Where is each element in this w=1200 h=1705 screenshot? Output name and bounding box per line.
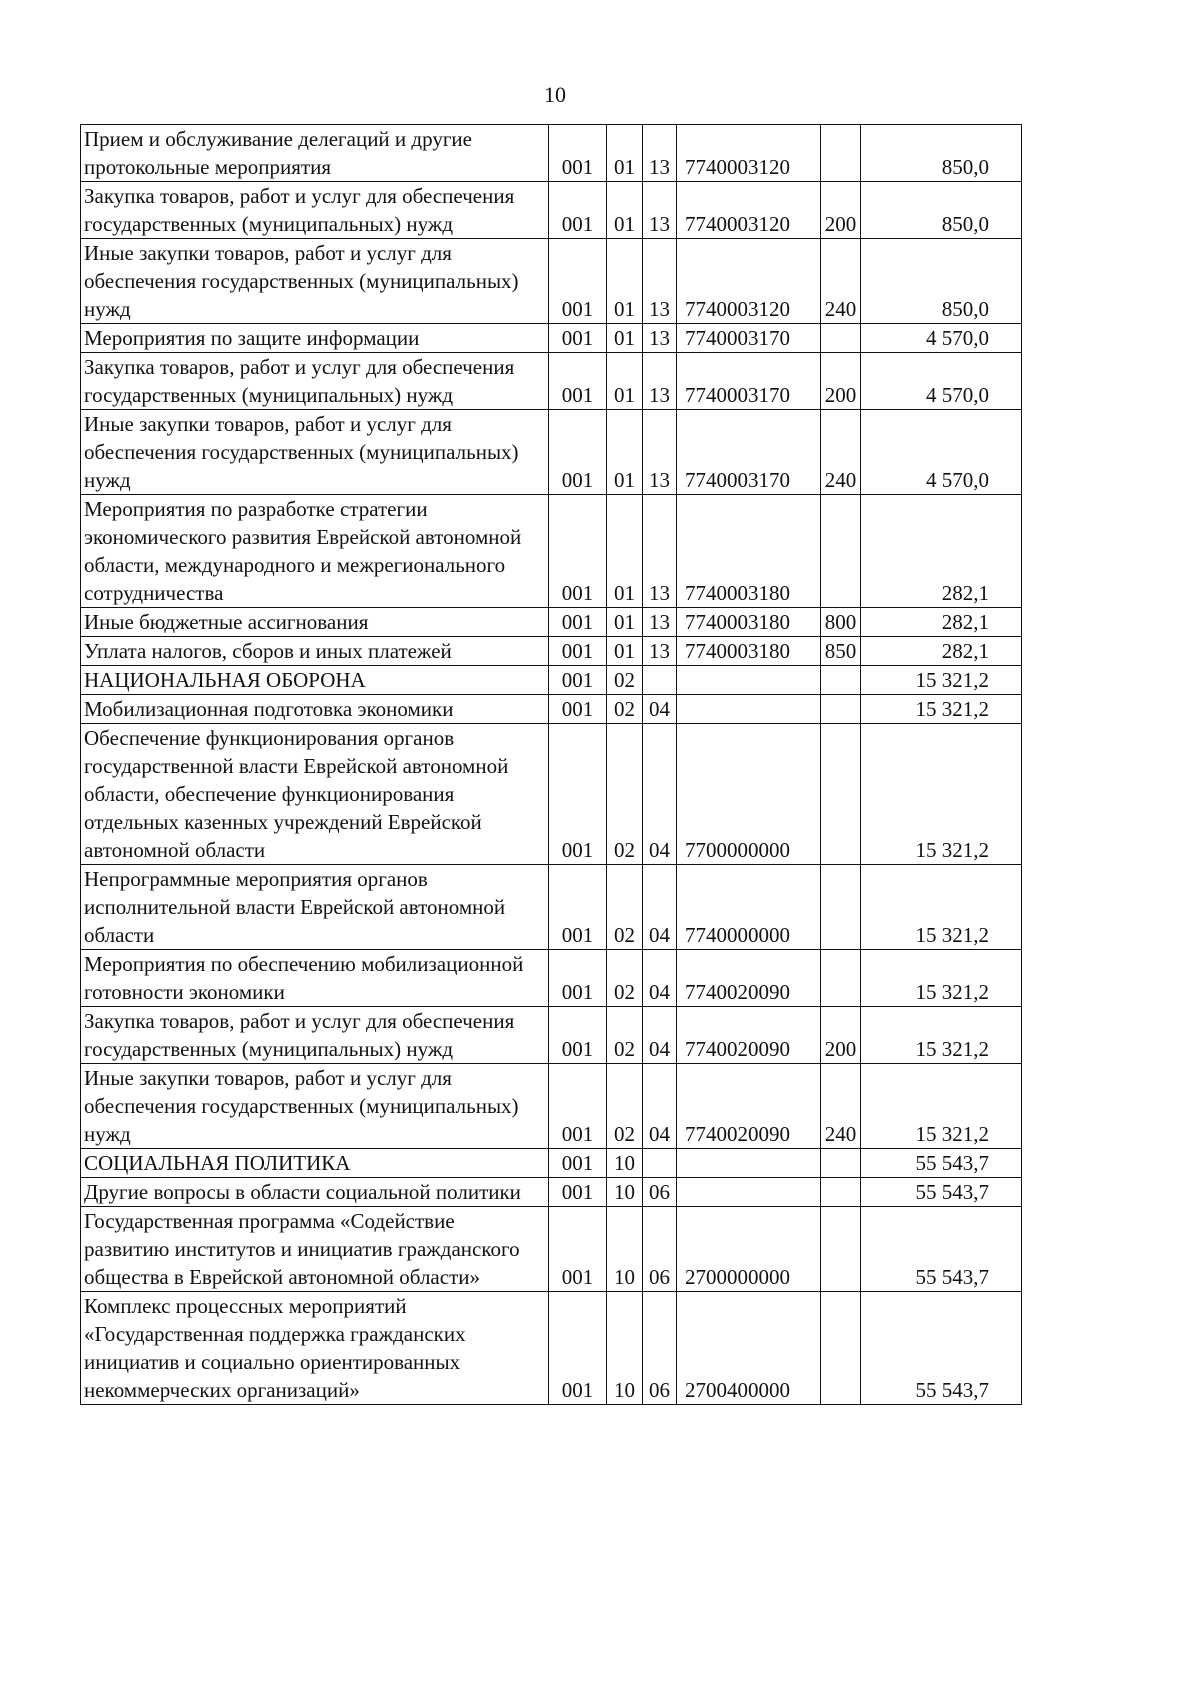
table-row bbox=[81, 324, 1022, 353]
row-name-cell: Иные закупки товаров, работ и услуг для обеспечения государственных (муниципальных) нужд bbox=[81, 1064, 549, 1149]
row-subsection-code-cell: 06 bbox=[643, 1207, 677, 1292]
row-target-article-cell bbox=[677, 666, 821, 695]
row-section-code-cell: 01 bbox=[607, 353, 643, 410]
row-subsection-code-cell: 13 bbox=[643, 239, 677, 324]
row-subsection-code-cell: 06 bbox=[643, 1178, 677, 1207]
row-amount-cell: 15 321,2 bbox=[861, 1064, 1022, 1149]
row-expense-type-cell bbox=[821, 1207, 861, 1292]
row-expense-type-cell bbox=[821, 125, 861, 182]
table-row bbox=[81, 1207, 1022, 1292]
row-target-article-cell bbox=[677, 1149, 821, 1178]
row-amount-cell: 282,1 bbox=[861, 608, 1022, 637]
row-subsection-code-cell: 04 bbox=[643, 1064, 677, 1149]
row-target-article-cell bbox=[677, 695, 821, 724]
row-target-article-cell: 2700000000 bbox=[677, 1207, 821, 1292]
row-subsection-code-cell bbox=[643, 666, 677, 695]
row-section-code-cell: 01 bbox=[607, 239, 643, 324]
table-row bbox=[81, 1178, 1022, 1207]
row-section-code-cell: 01 bbox=[607, 410, 643, 495]
row-subsection-code-cell: 13 bbox=[643, 637, 677, 666]
row-target-article-cell: 7740003170 bbox=[677, 410, 821, 495]
row-section-code-cell: 01 bbox=[607, 324, 643, 353]
row-name-cell: НАЦИОНАЛЬНАЯ ОБОРОНА bbox=[81, 666, 549, 695]
row-grbs-code-cell: 001 bbox=[549, 1007, 607, 1064]
row-subsection-code-cell: 13 bbox=[643, 125, 677, 182]
row-target-article-cell: 2700400000 bbox=[677, 1292, 821, 1405]
table-row bbox=[81, 410, 1022, 495]
row-target-article-cell: 7740003180 bbox=[677, 637, 821, 666]
row-subsection-code-cell: 04 bbox=[643, 1007, 677, 1064]
row-grbs-code-cell: 001 bbox=[549, 1292, 607, 1405]
row-amount-cell: 15 321,2 bbox=[861, 724, 1022, 865]
row-target-article-cell: 7740020090 bbox=[677, 1007, 821, 1064]
row-name-cell: Закупка товаров, работ и услуг для обеспечения государственных (муниципальных) нужд bbox=[81, 182, 549, 239]
row-section-code-cell: 10 bbox=[607, 1178, 643, 1207]
row-amount-cell: 850,0 bbox=[861, 125, 1022, 182]
row-section-code-cell: 02 bbox=[607, 695, 643, 724]
table-row bbox=[81, 637, 1022, 666]
row-expense-type-cell bbox=[821, 695, 861, 724]
row-target-article-cell: 7740003120 bbox=[677, 125, 821, 182]
row-name-cell: Иные закупки товаров, работ и услуг для обеспечения государственных (муниципальных) нужд bbox=[81, 239, 549, 324]
row-expense-type-cell: 800 bbox=[821, 608, 861, 637]
row-amount-cell: 15 321,2 bbox=[861, 695, 1022, 724]
table-row bbox=[81, 182, 1022, 239]
row-grbs-code-cell: 001 bbox=[549, 1207, 607, 1292]
row-target-article-cell: 7740003170 bbox=[677, 324, 821, 353]
row-grbs-code-cell: 001 bbox=[549, 666, 607, 695]
row-section-code-cell: 02 bbox=[607, 1007, 643, 1064]
row-target-article-cell: 7740020090 bbox=[677, 950, 821, 1007]
row-name-cell: Мероприятия по разработке стратегии экономического развития Еврейской автономной области, международного и межрегионального сотрудничества bbox=[81, 495, 549, 608]
table-row bbox=[81, 865, 1022, 950]
row-target-article-cell: 7740020090 bbox=[677, 1064, 821, 1149]
row-expense-type-cell bbox=[821, 950, 861, 1007]
row-target-article-cell: 7740003120 bbox=[677, 182, 821, 239]
row-section-code-cell: 10 bbox=[607, 1207, 643, 1292]
row-target-article-cell: 7740003170 bbox=[677, 353, 821, 410]
row-section-code-cell: 01 bbox=[607, 608, 643, 637]
row-expense-type-cell bbox=[821, 324, 861, 353]
row-amount-cell: 4 570,0 bbox=[861, 324, 1022, 353]
row-expense-type-cell bbox=[821, 666, 861, 695]
row-amount-cell: 15 321,2 bbox=[861, 1007, 1022, 1064]
row-section-code-cell: 10 bbox=[607, 1149, 643, 1178]
row-section-code-cell: 01 bbox=[607, 495, 643, 608]
row-subsection-code-cell bbox=[643, 1149, 677, 1178]
row-amount-cell: 850,0 bbox=[861, 239, 1022, 324]
row-expense-type-cell: 200 bbox=[821, 182, 861, 239]
row-grbs-code-cell: 001 bbox=[549, 1178, 607, 1207]
budget-table bbox=[80, 124, 1022, 1405]
row-amount-cell: 55 543,7 bbox=[861, 1292, 1022, 1405]
row-expense-type-cell: 240 bbox=[821, 1064, 861, 1149]
table-row bbox=[81, 239, 1022, 324]
row-expense-type-cell bbox=[821, 724, 861, 865]
row-subsection-code-cell: 04 bbox=[643, 865, 677, 950]
table-row bbox=[81, 1149, 1022, 1178]
table-row bbox=[81, 724, 1022, 865]
row-amount-cell: 4 570,0 bbox=[861, 353, 1022, 410]
row-grbs-code-cell: 001 bbox=[549, 182, 607, 239]
table-row bbox=[81, 1064, 1022, 1149]
row-section-code-cell: 01 bbox=[607, 182, 643, 239]
row-name-cell: Прием и обслуживание делегаций и другие протокольные мероприятия bbox=[81, 125, 549, 182]
budget-table-body bbox=[81, 125, 1022, 1405]
row-grbs-code-cell: 001 bbox=[549, 1064, 607, 1149]
row-section-code-cell: 02 bbox=[607, 1064, 643, 1149]
row-section-code-cell: 01 bbox=[607, 125, 643, 182]
table-row bbox=[81, 1007, 1022, 1064]
row-name-cell: Комплекс процессных мероприятий «Государственная поддержка гражданских инициатив и социально ориентированных некоммерческих организаций» bbox=[81, 1292, 549, 1405]
row-name-cell: Иные бюджетные ассигнования bbox=[81, 608, 549, 637]
row-name-cell: СОЦИАЛЬНАЯ ПОЛИТИКА bbox=[81, 1149, 549, 1178]
row-amount-cell: 850,0 bbox=[861, 182, 1022, 239]
row-subsection-code-cell: 04 bbox=[643, 724, 677, 865]
row-amount-cell: 55 543,7 bbox=[861, 1207, 1022, 1292]
row-target-article-cell: 7740003120 bbox=[677, 239, 821, 324]
row-name-cell: Уплата налогов, сборов и иных платежей bbox=[81, 637, 549, 666]
row-grbs-code-cell: 001 bbox=[549, 324, 607, 353]
table-row bbox=[81, 695, 1022, 724]
row-target-article-cell: 7700000000 bbox=[677, 724, 821, 865]
table-row bbox=[81, 608, 1022, 637]
row-subsection-code-cell: 13 bbox=[643, 608, 677, 637]
row-amount-cell: 55 543,7 bbox=[861, 1178, 1022, 1207]
row-expense-type-cell: 850 bbox=[821, 637, 861, 666]
row-subsection-code-cell: 13 bbox=[643, 410, 677, 495]
table-row bbox=[81, 666, 1022, 695]
row-name-cell: Мероприятия по защите информации bbox=[81, 324, 549, 353]
table-row bbox=[81, 495, 1022, 608]
row-amount-cell: 4 570,0 bbox=[861, 410, 1022, 495]
row-grbs-code-cell: 001 bbox=[549, 695, 607, 724]
row-section-code-cell: 02 bbox=[607, 724, 643, 865]
row-section-code-cell: 01 bbox=[607, 637, 643, 666]
table-row bbox=[81, 125, 1022, 182]
table-row bbox=[81, 353, 1022, 410]
row-name-cell: Непрограммные мероприятия органов исполнительной власти Еврейской автономной области bbox=[81, 865, 549, 950]
row-name-cell: Обеспечение функционирования органов государственной власти Еврейской автономной области, обеспечение функционирования отдельных казенных учреждений Еврейской автономной области bbox=[81, 724, 549, 865]
row-expense-type-cell bbox=[821, 1292, 861, 1405]
row-expense-type-cell bbox=[821, 1178, 861, 1207]
row-grbs-code-cell: 001 bbox=[549, 353, 607, 410]
row-expense-type-cell: 200 bbox=[821, 353, 861, 410]
row-grbs-code-cell: 001 bbox=[549, 724, 607, 865]
row-amount-cell: 15 321,2 bbox=[861, 950, 1022, 1007]
row-name-cell: Другие вопросы в области социальной политики bbox=[81, 1178, 549, 1207]
row-grbs-code-cell: 001 bbox=[549, 495, 607, 608]
row-name-cell: Закупка товаров, работ и услуг для обеспечения государственных (муниципальных) нужд bbox=[81, 353, 549, 410]
row-name-cell: Иные закупки товаров, работ и услуг для обеспечения государственных (муниципальных) нужд bbox=[81, 410, 549, 495]
row-target-article-cell: 7740000000 bbox=[677, 865, 821, 950]
row-expense-type-cell bbox=[821, 1149, 861, 1178]
row-name-cell: Закупка товаров, работ и услуг для обеспечения государственных (муниципальных) нужд bbox=[81, 1007, 549, 1064]
row-expense-type-cell: 200 bbox=[821, 1007, 861, 1064]
row-grbs-code-cell: 001 bbox=[549, 1149, 607, 1178]
row-expense-type-cell: 240 bbox=[821, 239, 861, 324]
row-amount-cell: 55 543,7 bbox=[861, 1149, 1022, 1178]
row-grbs-code-cell: 001 bbox=[549, 950, 607, 1007]
row-section-code-cell: 10 bbox=[607, 1292, 643, 1405]
row-subsection-code-cell: 13 bbox=[643, 495, 677, 608]
row-subsection-code-cell: 13 bbox=[643, 182, 677, 239]
row-target-article-cell: 7740003180 bbox=[677, 495, 821, 608]
row-amount-cell: 15 321,2 bbox=[861, 666, 1022, 695]
table-row bbox=[81, 950, 1022, 1007]
row-subsection-code-cell: 04 bbox=[643, 695, 677, 724]
row-expense-type-cell: 240 bbox=[821, 410, 861, 495]
row-grbs-code-cell: 001 bbox=[549, 410, 607, 495]
row-name-cell: Мероприятия по обеспечению мобилизационной готовности экономики bbox=[81, 950, 549, 1007]
row-grbs-code-cell: 001 bbox=[549, 239, 607, 324]
row-grbs-code-cell: 001 bbox=[549, 865, 607, 950]
row-amount-cell: 282,1 bbox=[861, 637, 1022, 666]
row-section-code-cell: 02 bbox=[607, 666, 643, 695]
row-name-cell: Мобилизационная подготовка экономики bbox=[81, 695, 549, 724]
row-section-code-cell: 02 bbox=[607, 865, 643, 950]
page-number: 10 bbox=[544, 82, 566, 107]
row-amount-cell: 15 321,2 bbox=[861, 865, 1022, 950]
row-amount-cell: 282,1 bbox=[861, 495, 1022, 608]
row-subsection-code-cell: 06 bbox=[643, 1292, 677, 1405]
row-expense-type-cell bbox=[821, 495, 861, 608]
row-subsection-code-cell: 13 bbox=[643, 324, 677, 353]
row-name-cell: Государственная программа «Содействие развитию институтов и инициатив гражданского общества в Еврейской автономной области» bbox=[81, 1207, 549, 1292]
row-grbs-code-cell: 001 bbox=[549, 637, 607, 666]
row-target-article-cell: 7740003180 bbox=[677, 608, 821, 637]
row-target-article-cell bbox=[677, 1178, 821, 1207]
row-grbs-code-cell: 001 bbox=[549, 608, 607, 637]
row-section-code-cell: 02 bbox=[607, 950, 643, 1007]
row-grbs-code-cell: 001 bbox=[549, 125, 607, 182]
row-subsection-code-cell: 13 bbox=[643, 353, 677, 410]
row-expense-type-cell bbox=[821, 865, 861, 950]
row-subsection-code-cell: 04 bbox=[643, 950, 677, 1007]
table-row bbox=[81, 1292, 1022, 1405]
